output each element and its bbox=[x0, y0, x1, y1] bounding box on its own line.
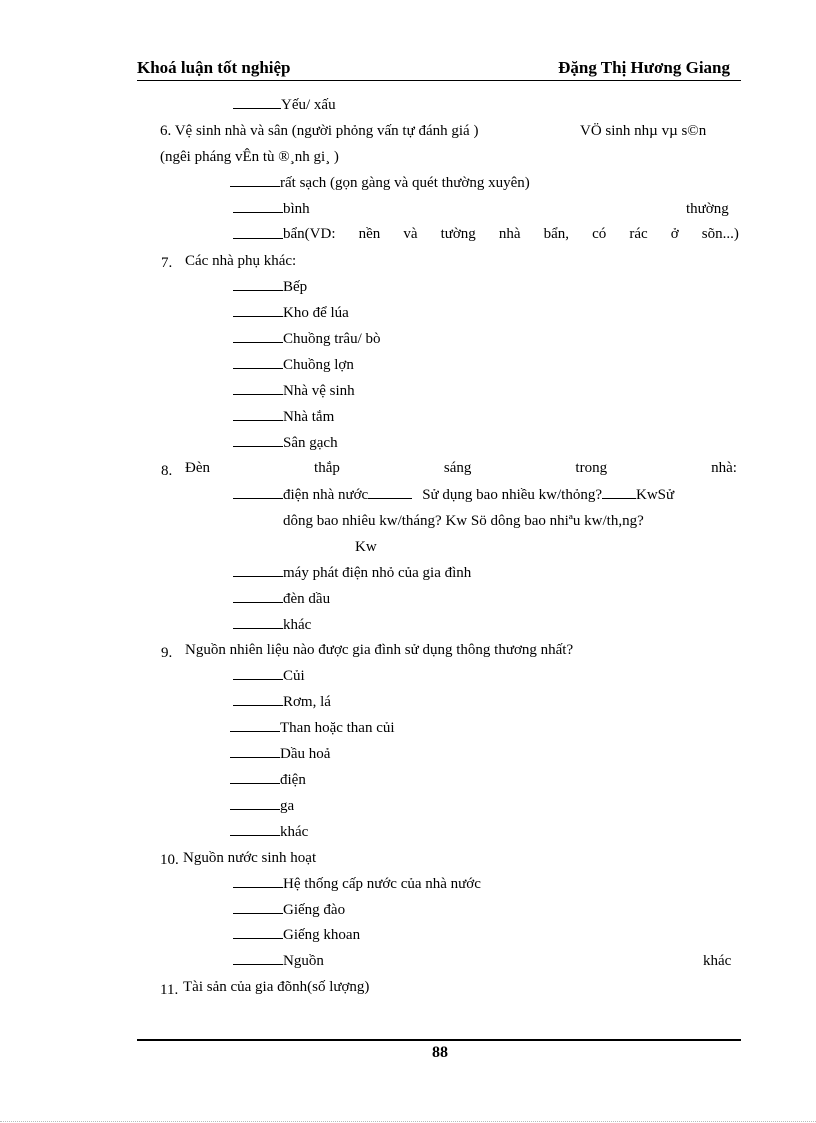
answer-line bbox=[233, 434, 338, 452]
answer-label: Than hoặc than củi bbox=[280, 720, 395, 736]
answer-line bbox=[230, 771, 306, 789]
answer-blank bbox=[233, 618, 283, 629]
header-thesis-label: Khoá luận tốt nghiệp bbox=[137, 58, 291, 77]
answer-blank bbox=[230, 721, 280, 732]
answer-label: khác bbox=[280, 824, 309, 840]
answer-label: điện nhà nước bbox=[283, 487, 369, 503]
answer-label: Củi bbox=[283, 668, 305, 684]
answer-label: Kho để lúa bbox=[283, 305, 349, 321]
footer-rule bbox=[137, 1039, 741, 1041]
word: nền bbox=[358, 226, 381, 242]
answer-label: Sân gạch bbox=[283, 435, 338, 451]
answer-line bbox=[233, 901, 345, 919]
answer-blank bbox=[602, 488, 636, 499]
answer-blank bbox=[233, 566, 283, 577]
word: có bbox=[592, 226, 607, 242]
answer-label: Sử dụng bao nhiều kw/thỏng? bbox=[422, 487, 602, 503]
word: nhà: bbox=[711, 460, 737, 476]
answer-blank bbox=[230, 773, 280, 784]
question-6-garbled-b: (ngêi pháng vÊn tù ®¸nh gi¸ ) bbox=[160, 149, 339, 165]
word: ở bbox=[670, 226, 679, 242]
answer-label: Nguồn bbox=[283, 953, 324, 969]
answer-blank bbox=[230, 747, 280, 758]
answer-label: đèn dầu bbox=[283, 591, 331, 607]
answer-line bbox=[230, 823, 308, 841]
page-number: 88 bbox=[432, 1044, 448, 1061]
answer-line bbox=[233, 200, 310, 218]
answer-line bbox=[233, 278, 307, 296]
answer-line bbox=[233, 952, 324, 970]
header-author-name: Đặng Thị Hương Giang bbox=[558, 58, 730, 77]
word: sõn...) bbox=[701, 226, 739, 242]
page-bottom-edge bbox=[0, 1121, 816, 1122]
answer-label: KwSử bbox=[635, 487, 675, 503]
answer-line bbox=[233, 693, 331, 711]
answer-line bbox=[230, 745, 330, 763]
answer-label: Yếu/ xấu bbox=[281, 97, 336, 113]
answer-blank bbox=[233, 202, 283, 213]
question-7-number: 7. bbox=[161, 255, 173, 271]
word: bẩn, bbox=[543, 226, 570, 242]
answer-blank bbox=[233, 384, 283, 395]
answer-line bbox=[233, 408, 334, 426]
answer-line bbox=[233, 304, 349, 322]
answer-label: Nhà tắm bbox=[283, 409, 335, 425]
answer-label: Bếp bbox=[283, 279, 308, 295]
answer-label: ga bbox=[280, 798, 295, 814]
answer-label: Hệ thống cấp nước của nhà nước bbox=[283, 876, 481, 892]
answer-blank bbox=[233, 280, 283, 291]
answer-line bbox=[233, 486, 674, 504]
header-rule bbox=[137, 80, 741, 81]
answer-label: Dầu hoả bbox=[280, 746, 331, 762]
answer-line bbox=[230, 797, 294, 815]
answer-label: khác bbox=[283, 617, 312, 633]
answer-blank bbox=[368, 488, 412, 499]
question-9-text: Nguồn nhiên liệu nào được gia đình sử dụng thông thương nhất? bbox=[185, 642, 574, 658]
answer-continuation: dông bao nhiêu kw/tháng? Kw Sö dông bao nhiªu kw/th,ng? bbox=[283, 513, 644, 529]
answer-blank bbox=[230, 825, 280, 836]
answer-label: Rơm, lá bbox=[283, 694, 331, 710]
answer-blank bbox=[233, 98, 281, 109]
answer-label: Nhà vệ sinh bbox=[283, 383, 355, 399]
answer-blank bbox=[233, 358, 283, 369]
word: sáng bbox=[443, 460, 472, 476]
question-11-text: Tài sản của gia đõnh(số lượng) bbox=[183, 979, 370, 995]
question-10-number: 10. bbox=[160, 852, 179, 868]
answer-label: rất sạch (gọn gàng và quét thường xuyên) bbox=[280, 175, 530, 191]
word: rác bbox=[629, 226, 648, 242]
question-7-text: Các nhà phụ khác: bbox=[185, 253, 297, 269]
answer-blank bbox=[233, 410, 283, 421]
answer-blank bbox=[230, 799, 280, 810]
answer-blank bbox=[233, 228, 283, 239]
word: bẩn(VD: bbox=[283, 226, 336, 242]
answer-blank bbox=[233, 903, 283, 914]
answer-blank bbox=[233, 954, 283, 965]
answer-label: Chuồng lợn bbox=[283, 357, 354, 373]
question-11-number: 11. bbox=[160, 982, 179, 998]
word: thắp bbox=[314, 460, 340, 476]
answer-line bbox=[233, 96, 336, 114]
answer-continuation: Kw bbox=[355, 539, 377, 555]
question-6-text: 6. Vệ sinh nhà và sân (người phỏng vấn tự đánh giá ) bbox=[160, 123, 479, 139]
word: và bbox=[403, 226, 418, 242]
answer-blank bbox=[233, 592, 283, 603]
answer-blank bbox=[233, 877, 283, 888]
answer-line bbox=[230, 174, 530, 192]
word: tường bbox=[440, 226, 476, 242]
answer-label: Giếng đào bbox=[283, 902, 346, 918]
question-8-text bbox=[185, 460, 737, 477]
answer-blank bbox=[233, 436, 283, 447]
answer-blank bbox=[233, 669, 283, 680]
answer-line bbox=[233, 382, 355, 400]
answer-label-right: khác bbox=[703, 953, 732, 969]
question-6-garbled-a: VÖ sinh nhµ vµ s©n bbox=[580, 123, 707, 139]
answer-line bbox=[233, 356, 354, 374]
question-8-number: 8. bbox=[161, 463, 173, 479]
answer-line bbox=[233, 590, 330, 608]
answer-line bbox=[233, 564, 471, 582]
question-10-text: Nguồn nước sinh hoạt bbox=[183, 850, 317, 866]
answer-line bbox=[230, 719, 395, 737]
answer-justified-line bbox=[283, 226, 739, 243]
answer-blank bbox=[233, 928, 283, 939]
answer-line bbox=[233, 330, 381, 348]
answer-blank bbox=[233, 306, 283, 317]
question-9-number: 9. bbox=[161, 645, 173, 661]
answer-line bbox=[233, 926, 360, 944]
answer-label-right: thường bbox=[686, 201, 729, 217]
answer-blank bbox=[233, 695, 283, 706]
word: Đèn bbox=[185, 460, 210, 476]
answer-label: bình bbox=[283, 201, 310, 217]
answer-blank bbox=[233, 488, 283, 499]
answer-blank-row bbox=[233, 226, 283, 244]
word: trong bbox=[575, 460, 608, 476]
answer-line bbox=[233, 875, 481, 893]
answer-line bbox=[233, 616, 311, 634]
answer-line bbox=[233, 667, 305, 685]
answer-blank bbox=[230, 176, 280, 187]
answer-label: Chuồng trâu/ bò bbox=[283, 331, 381, 347]
answer-label: máy phát điện nhỏ của gia đình bbox=[283, 565, 472, 581]
word: nhà bbox=[498, 226, 521, 242]
answer-label: Giếng khoan bbox=[283, 927, 361, 943]
answer-blank bbox=[233, 332, 283, 343]
answer-label: điện bbox=[280, 772, 306, 788]
